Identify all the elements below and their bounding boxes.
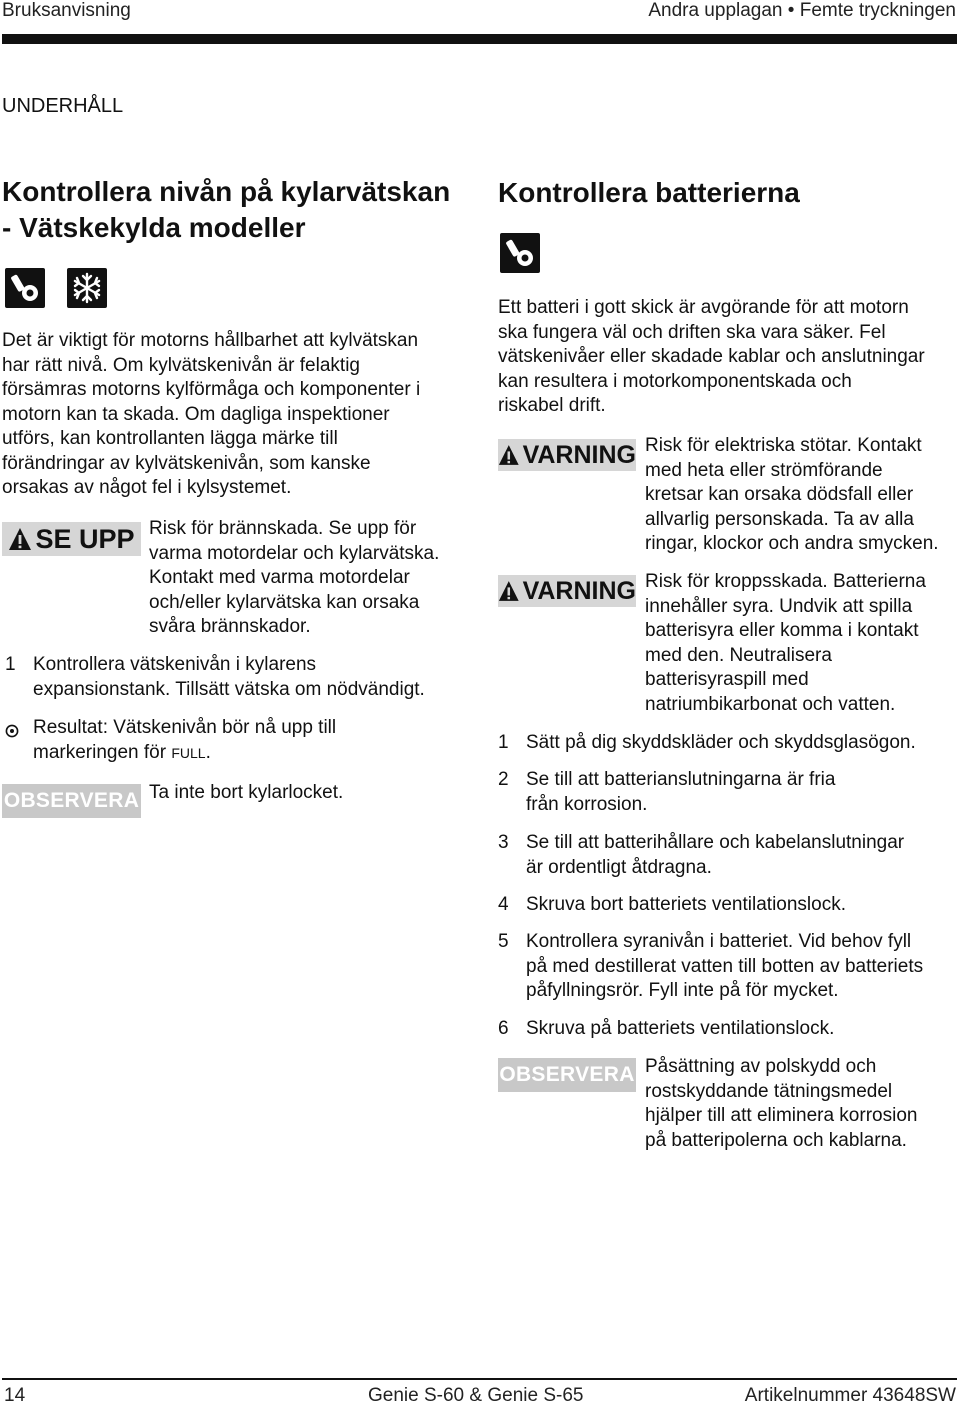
- step-line: från korrosion.: [526, 793, 648, 815]
- warning-triangle-icon: [8, 527, 32, 551]
- intro-line: ska fungera väl och driften ska vara säker. Fel: [498, 321, 886, 343]
- intro-line: motorn kan ta skada. Om dagliga inspektioner: [2, 403, 390, 425]
- page-number: 14: [4, 1385, 26, 1406]
- footer-article: Artikelnummer 43648SW: [744, 1385, 956, 1406]
- step-line: expansionstank. Tillsätt vätska om nödvändigt.: [33, 678, 425, 700]
- left-result: [5, 716, 475, 765]
- warning-triangle-icon: [498, 444, 520, 466]
- notice-signal: [498, 1058, 636, 1092]
- warning-label: VARNING: [522, 576, 636, 605]
- section-label: UNDERHÅLL: [2, 95, 124, 117]
- step-number: 3: [498, 832, 509, 853]
- right-step-3: [498, 831, 958, 880]
- notice-line: hjälper till att eliminera korrosion: [645, 1105, 918, 1126]
- caution-line: varma motordelar och kylarvätska.: [149, 542, 440, 564]
- warning-line: innehåller syra. Undvik att spilla: [645, 595, 913, 617]
- step-number: 4: [498, 894, 509, 915]
- intro-line: Ett batteri i gott skick är avgörande för att motorn: [498, 297, 909, 318]
- intro-line: vätskenivåer eller skadade kablar och anslutningar: [498, 346, 925, 367]
- header-right: Andra upplagan • Femte tryckningen: [648, 0, 956, 21]
- notice-line: på batteripolerna och kablarna.: [645, 1129, 907, 1151]
- footer-rule: [2, 1378, 957, 1380]
- step-line: Kontrollera syranivån i batteriet. Vid behov fyll: [526, 931, 912, 952]
- warning-signal-2: [498, 575, 636, 607]
- warning-line: ringar, klockor och andra smycken.: [645, 533, 939, 554]
- step-number: 1: [5, 654, 16, 675]
- footer-model: Genie S-60 & Genie S-65: [368, 1385, 584, 1406]
- intro-line: kan resultera i motorkomponentskada och: [498, 370, 852, 392]
- notice-label: OBSERVERA: [499, 1063, 635, 1086]
- right-step-2: [498, 768, 958, 817]
- header-rule: [2, 34, 957, 44]
- step-line: Sätt på dig skyddskläder och skyddsglasögon.: [526, 732, 916, 753]
- intro-line: förändringar av kylvätskenivån, som kanske: [2, 452, 371, 474]
- caution-line: svåra brännskador.: [149, 616, 311, 637]
- warning-line: batterisyraspill med: [645, 669, 809, 690]
- caution-line: Kontakt med varma motordelar: [149, 567, 410, 588]
- right-intro: [498, 296, 958, 419]
- right-step-6: [498, 1017, 958, 1042]
- full-mark: FULL: [171, 744, 206, 761]
- result-line-2: [5, 741, 475, 766]
- result-target-icon: [5, 721, 19, 746]
- step-number: 1: [498, 732, 509, 753]
- warning-line: batterisyra eller komma i kontakt: [645, 620, 919, 641]
- warning-triangle-icon: [498, 580, 520, 602]
- notice-line: Påsättning av polskydd och: [645, 1056, 877, 1077]
- caution-label: SE UPP: [35, 523, 135, 554]
- right-title: Kontrollera batterierna: [498, 177, 800, 208]
- result-line: Resultat: Vätskenivån bör nå upp till: [33, 717, 337, 738]
- warning-line: natriumbikarbonat och vatten.: [645, 693, 896, 715]
- notice-text: [645, 1055, 960, 1153]
- step-line: Se till att batterianslutningarna är fria: [526, 769, 836, 790]
- intro-line: orsakas av något fel i kylsystemet.: [2, 477, 292, 498]
- intro-line: utförs, kan kontrollanten lägga märke till: [2, 428, 338, 449]
- left-intro: [2, 329, 472, 501]
- step-line: Skruva bort batteriets ventilationslock.: [526, 894, 846, 915]
- left-title: [2, 174, 472, 246]
- step-line: är ordentligt åtdragna.: [526, 856, 712, 878]
- wrench-icon: [500, 233, 540, 273]
- caution-signal: [2, 522, 141, 556]
- warning-signal-1: [498, 439, 636, 471]
- caution-line: Risk för brännskada. Se upp för: [149, 518, 417, 539]
- warning-text-1: [645, 434, 960, 557]
- step-number: 6: [498, 1018, 509, 1039]
- step-line: Se till att batterihållare och kabelanslutningar: [526, 832, 905, 853]
- warning-line: Risk för elektriska stötar. Kontakt: [645, 435, 922, 456]
- caution-text: [149, 517, 469, 640]
- right-step-1: [498, 731, 958, 756]
- warning-text-2: [645, 570, 960, 717]
- warning-line: Risk för kroppsskada. Batterierna: [645, 571, 926, 592]
- wrench-icon: [5, 268, 45, 308]
- step-line: Skruva på batteriets ventilationslock.: [526, 1018, 835, 1039]
- intro-line: Det är viktigt för motorns hållbarhet att kylvätskan: [2, 330, 419, 351]
- result-line-2a: markeringen för: [33, 741, 172, 763]
- caution-line: och/eller kylarvätska kan orsaka: [149, 591, 420, 613]
- step-number: 5: [498, 931, 509, 952]
- warning-line: med heta eller strömförande: [645, 459, 883, 481]
- snowflake-icon: [67, 268, 107, 308]
- notice-signal: [2, 784, 141, 818]
- right-step-5: [498, 930, 958, 1004]
- warning-line: med den. Neutralisera: [645, 644, 832, 666]
- result-line-2c: .: [205, 741, 211, 763]
- warning-line: kretsar kan orsaka dödsfall eller: [645, 484, 914, 505]
- step-line: på med destillerat vatten till botten av batteriets: [526, 955, 924, 977]
- step-line: Kontrollera vätskenivån i kylarens: [33, 654, 317, 675]
- notice-label: OBSERVERA: [3, 789, 140, 812]
- left-step-1: [5, 653, 475, 702]
- step-number: 2: [498, 769, 509, 790]
- intro-line: har rätt nivå. Om kylvätskenivån är felaktig: [2, 354, 360, 376]
- warning-label: VARNING: [522, 440, 636, 469]
- left-title-line2: - Vätskekylda modeller: [2, 212, 306, 243]
- right-step-4: [498, 893, 958, 918]
- left-title-line1: Kontrollera nivån på kylarvätskan: [2, 176, 451, 207]
- intro-line: riskabel drift.: [498, 395, 606, 416]
- warning-line: allvarlig personskada. Ta av alla: [645, 508, 914, 530]
- notice-text: Ta inte bort kylarlocket.: [149, 782, 344, 803]
- notice-line: rostskyddande tätningsmedel: [645, 1080, 893, 1102]
- header-left: Bruksanvisning: [2, 0, 131, 21]
- intro-line: försämras motorns kylförmåga och komponenter i: [2, 379, 421, 400]
- step-line: påfyllningsrör. Fyll inte på för mycket.: [526, 980, 839, 1001]
